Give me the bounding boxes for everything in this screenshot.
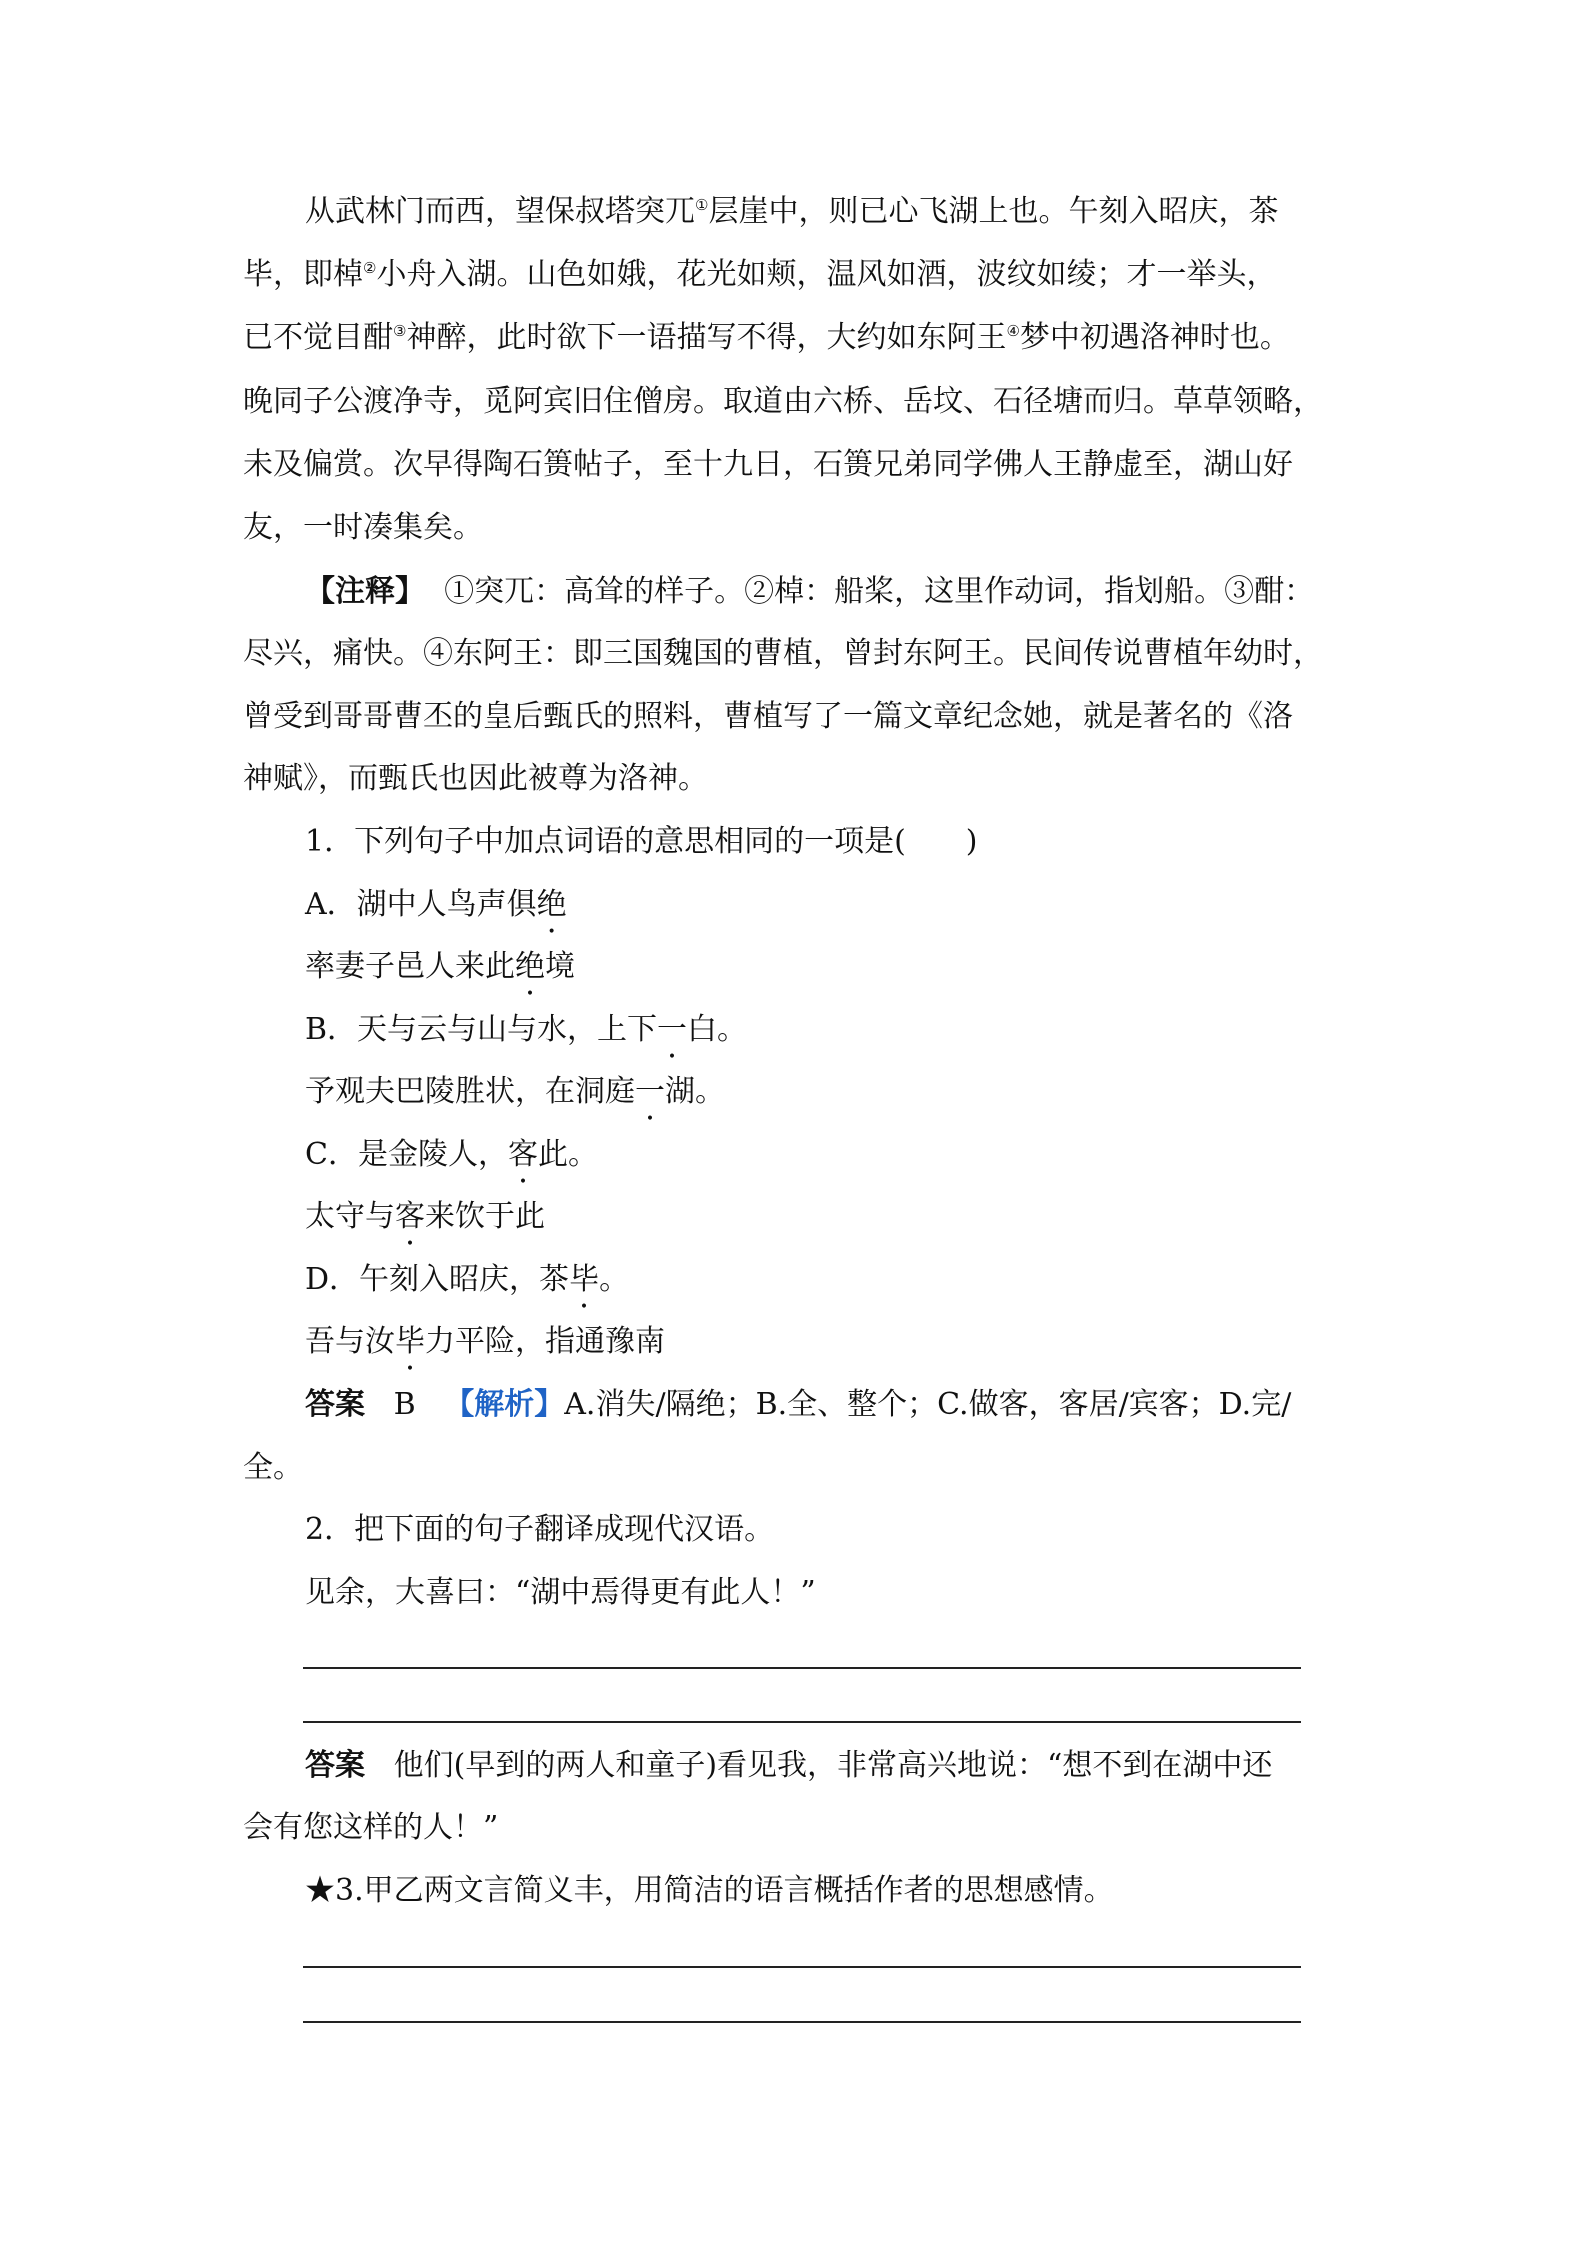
option-b-line-2: 予观夫巴陵胜状，在洞庭一湖。	[305, 1074, 725, 1109]
option-d-line-2: 吾与汝毕力平险，指通豫南	[305, 1324, 665, 1359]
notes-line-1: 【注释】 ①突兀：高耸的样子。②棹：船桨，这里作动词，指划船。③酣：	[305, 574, 1315, 609]
option-b-line-1: B．天与云与山与水，上下一白。	[305, 1012, 748, 1047]
notes-line-3: 曾受到哥哥曹丕的皇后甄氏的照料，曹植写了一篇文章纪念她，就是著名的《洛	[243, 699, 1293, 734]
option-a-line-1: A．湖中人鸟声俱绝	[305, 887, 567, 922]
emphasis-dot-char: 毕	[395, 1324, 425, 1359]
passage-line-6: 友，一时凑集矣。	[243, 510, 483, 545]
analysis-label: 【解析】	[444, 1387, 565, 1422]
notes-line-2: 尽兴，痛快。④东阿王：即三国魏国的曹植，曾封东阿王。民间传说曹植年幼时，	[243, 636, 1323, 671]
passage-line-2: 毕，即棹②小舟入湖。山色如娥，花光如颊，温风如酒，波纹如绫；才一举头，	[243, 257, 1277, 292]
answer-label: 答案	[305, 1748, 365, 1783]
passage-line-1: 从武林门而西，望保叔塔突兀①层崖中，则已心飞湖上也。午刻入昭庆，茶	[305, 194, 1279, 229]
option-c-line-1: C．是金陵人，客此。	[305, 1137, 598, 1172]
footnote-marker-3: ③	[393, 322, 407, 340]
notes-label: 【注释】	[305, 574, 425, 609]
emphasis-dot-char: 一	[635, 1074, 665, 1109]
footnote-marker-2: ②	[363, 259, 377, 277]
passage-line-5: 未及偏赏。次早得陶石篑帖子，至十九日，石篑兄弟同学佛人王静虚至，湖山好	[243, 447, 1293, 482]
emphasis-dot-char: 绝	[536, 887, 567, 922]
question-2-answer-cont: 会有您这样的人！”	[243, 1810, 499, 1845]
answer-label: 答案	[305, 1387, 365, 1422]
notes-line-4: 神赋》，而甄氏也因此被尊为洛神。	[243, 761, 708, 796]
question-2-answer: 答案 他们(早到的两人和童子)看见我，非常高兴地说：“想不到在湖中还	[305, 1748, 1273, 1783]
question-1-stem: 1．下列句子中加点词语的意思相同的一项是( )	[305, 824, 978, 859]
option-c-line-2: 太守与客来饮于此	[305, 1199, 545, 1234]
question-1-analysis-cont: 全。	[243, 1450, 303, 1485]
emphasis-dot-char: 一	[657, 1012, 688, 1047]
question-2-sentence: 见余，大喜曰：“湖中焉得更有此人！”	[305, 1575, 816, 1610]
star-icon: ★3.甲乙两文言简义丰，用简洁的语言概括作者的思想感情。	[305, 1873, 1114, 1908]
question-2-stem: 2．把下面的句子翻译成现代汉语。	[305, 1512, 775, 1547]
passage-line-4: 晚同子公渡净寺，觅阿宾旧住僧房。取道由六桥、岳坟、石径塘而归。草草领略，	[243, 384, 1323, 419]
emphasis-dot-char: 绝	[515, 949, 545, 984]
answer-blank-line[interactable]	[303, 1966, 1301, 1968]
emphasis-dot-char: 客	[395, 1199, 425, 1234]
emphasis-dot-char: 毕	[569, 1262, 600, 1297]
answer-blank-line[interactable]	[303, 1721, 1301, 1723]
emphasis-dot-char: 客	[507, 1137, 538, 1172]
answer-blank-line[interactable]	[303, 1667, 1301, 1669]
footnote-marker-4: ④	[1006, 322, 1020, 340]
passage-line-3: 已不觉目酣③神醉，此时欲下一语描写不得，大约如东阿王④梦中初遇洛神时也。	[243, 320, 1290, 355]
option-a-line-2: 率妻子邑人来此绝境	[305, 949, 575, 984]
footnote-marker-1: ①	[695, 196, 709, 214]
question-3-stem	[305, 1869, 1114, 1913]
option-d-line-1: D．午刻入昭庆，茶毕。	[305, 1262, 630, 1297]
answer-value: B	[393, 1387, 416, 1422]
answer-blank-line[interactable]	[303, 2021, 1301, 2023]
question-1-answer: 答案 B 【解析】A.消失/隔绝；B.全、整个；C.做客，客居/宾客；D.完/	[305, 1387, 1292, 1422]
